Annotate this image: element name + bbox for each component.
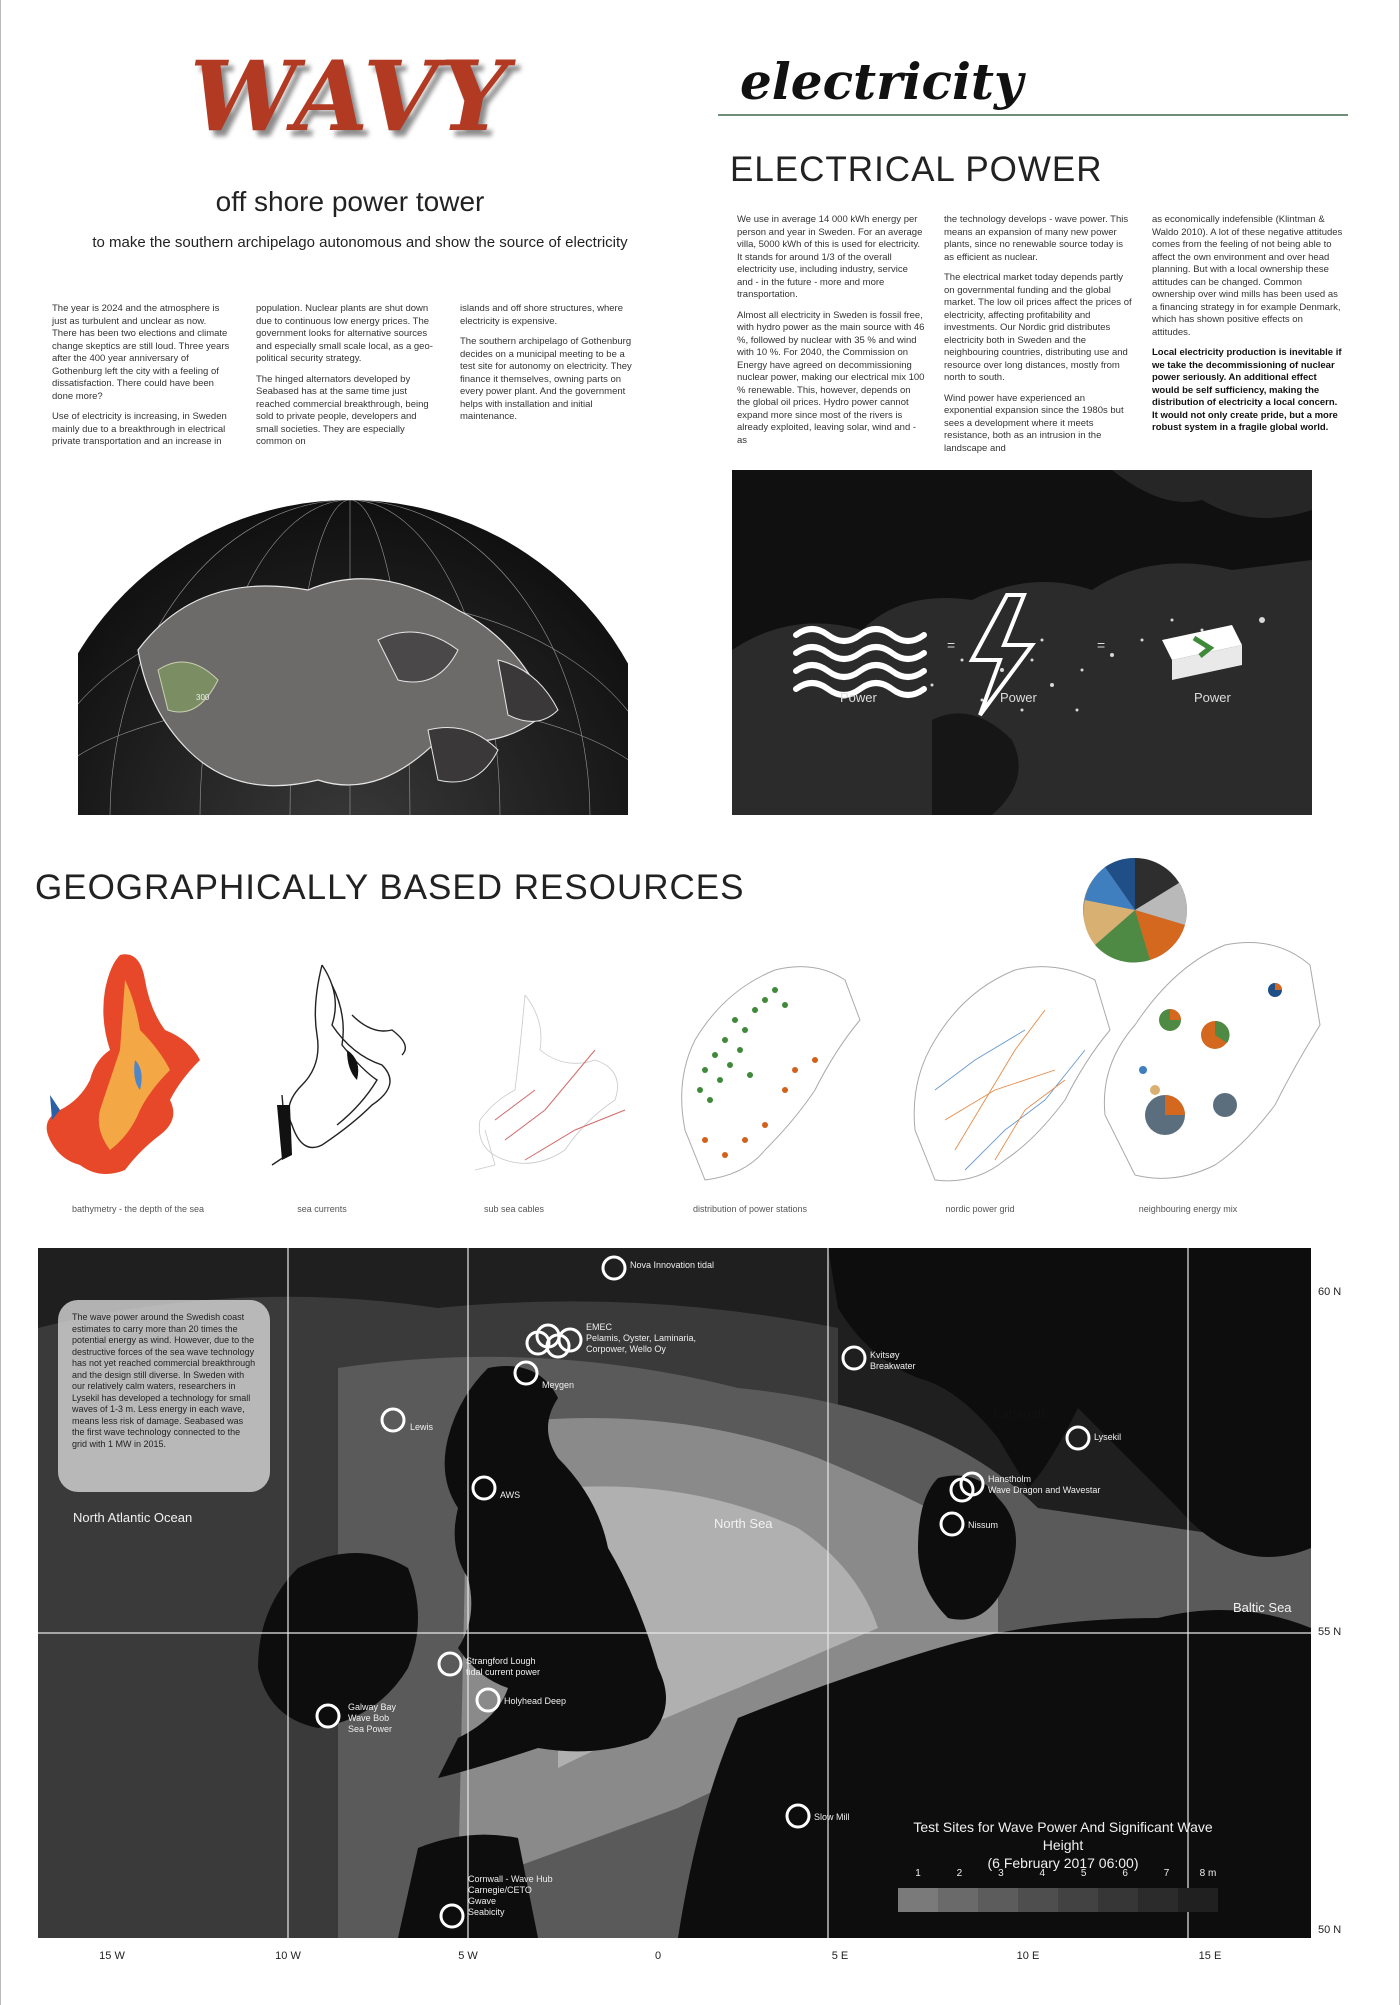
- electricity-paragraph: Wind power have experienced an exponential expansion since the 1980s but sees a development where it meets resistance, both as an intrusion in the landscape and: [944, 392, 1124, 454]
- site-lysekil: Lysekil: [1094, 1432, 1122, 1442]
- globe-label: 300: [196, 693, 210, 702]
- legend-value: 8 m: [1199, 1868, 1217, 1879]
- intro-column-3: [460, 303, 642, 432]
- wave-info-box: The wave power around the Swedish coast estimates to carry more than 20 times the potential energy as wind. However, due to the destructive forces of the sea wave technology has not yet reached commercial breakthrough and the design still diverse. In Sweden with our relatively calm waters, researchers in Lysekil has developed a technology for small waves of 1-3 m. Less energy in each wave, means less risk of damage. Seabased was the first wave technology connected to the grid with 1 MW in 2015.: [58, 1300, 270, 1492]
- legend-value: 4: [1039, 1868, 1046, 1879]
- globe-image: [78, 500, 628, 815]
- label-atlantic: North Atlantic Ocean: [73, 1510, 193, 1525]
- poster-title: WAVY: [189, 40, 511, 153]
- intro-paragraph: The southern archipelago of Gothenburg decides on a municipal meeting to be a test site for autonomy on electricity. They finance it themselves, owning parts on every power plant. And the government helps with installation and initial maintenance.: [460, 336, 632, 422]
- bathymetry-map: [40, 950, 220, 1180]
- electricity-paragraph: as economically indefensible (Klintman & Waldo 2010). A lot of these negative attitudes comes from the feeling of not being able to affect the own environment and over head planning. But with a local ownership these attitudes can be changed. Common ownership over wind mills has been used as a financing strategy in for example Denmark, which has shown positive effects on attitudes.: [1152, 214, 1343, 338]
- legend-value: 6: [1122, 1868, 1128, 1879]
- site-label-line: Corpower, Wello Oy: [586, 1344, 666, 1354]
- europe-night-svg: [732, 470, 1312, 815]
- scandinavia-outline: [682, 967, 860, 1180]
- site-strangford: [466, 1656, 540, 1678]
- power-label-electricity: Power: [1000, 690, 1037, 705]
- lon-label-5w: 5 W: [458, 1950, 478, 1962]
- caption-power-stations: distribution of power stations: [692, 1204, 808, 1214]
- intro-paragraph: The year is 2024 and the atmosphere is just as turbulent and unclear as now. There has been two elections and climate change skeptics are still loud. Three years after the 400 year anniversary of Gothenburg left the city with a feeling of dissatisfaction. There could have been done more?: [52, 303, 230, 402]
- site-cornwall: [468, 1874, 553, 1918]
- caption-bathymetry: bathymetry - the depth of the sea: [71, 1204, 205, 1214]
- sub-sea-cables-map: [465, 990, 635, 1175]
- site-slow-mill: Slow Mill: [814, 1812, 850, 1822]
- section-title-electricity: electricity: [740, 52, 1024, 111]
- site-label-line: Wave Dragon and Wavestar: [988, 1485, 1101, 1495]
- europe-night-image: [732, 470, 1312, 815]
- lon-label-15w: 15 W: [99, 1950, 125, 1962]
- legend-value: 7: [1163, 1868, 1170, 1879]
- site-label-line: Seabicity: [468, 1907, 505, 1917]
- electricity-paragraph: We use in average 14 000 kWh energy per person and year in Sweden. For an average villa, 5000 kWh of this is used for electricity. It stands for around 1/3 of the overall electricity use, including industry, service and - in the future - more and more transportation.: [737, 214, 923, 300]
- caption-sea-currents: sea currents: [297, 1204, 347, 1214]
- site-meygen: Meygen: [542, 1380, 575, 1390]
- grid-lines: [935, 1010, 1085, 1170]
- coastline: [475, 995, 618, 1170]
- electricity-paragraph: the technology develops - wave power. This means an expansion of many new power plants, since no renewable source today is as efficient as nuclear.: [944, 214, 1129, 263]
- electrical-power-heading: ELECTRICAL POWER: [730, 150, 1103, 189]
- site-label-line: Pelamis, Oyster, Laminaria,: [586, 1333, 697, 1343]
- site-label-line: Gwave: [468, 1896, 497, 1906]
- lon-label-10e: 10 E: [1016, 1950, 1040, 1962]
- electricity-paragraph: Almost all electricity in Sweden is fossil free, with hydro power as the main source with 46 %, followed by nuclear with 35 % and wind with 10 %. For 2040, the Commission on Energy have agreed on decommissioning nuclear power, making our electrical mix 100 % renewable. This, however, depends on the global oil prices. Hydro power cannot expand more since most of the rivers is already exploited, leaving solar, wind and - as: [737, 309, 925, 446]
- site-label-line: Galway Bay: [348, 1702, 397, 1712]
- site-kvitsoy: [870, 1350, 916, 1372]
- intro-column-2: [256, 303, 440, 457]
- other-stations: [702, 1057, 818, 1158]
- site-galway: [348, 1702, 396, 1735]
- site-label-line: EMEC: [586, 1322, 613, 1332]
- map-legend-title: [898, 1818, 1228, 1872]
- intro-paragraph: Use of electricity is increasing, in Sweden mainly due to a breakthrough in electrical private transportation and an increase in: [52, 411, 227, 447]
- site-label-line: Sea Power: [348, 1724, 393, 1734]
- caption-sub-sea-cables: sub sea cables: [483, 1204, 545, 1214]
- lat-label-60: 60 N: [1318, 1286, 1342, 1298]
- legend-scale-labels: [898, 1868, 1228, 1879]
- poster-subtitle: off shore power tower: [215, 186, 485, 217]
- lat-label-50: 50 N: [1318, 1924, 1342, 1936]
- sea-currents-map: [262, 955, 422, 1170]
- neighbour-outline: [1104, 943, 1320, 1179]
- map-title: Test Sites for Wave Power And Significant Wave Height: [913, 1819, 1213, 1853]
- energy-mix-pie-small: [1139, 983, 1282, 1135]
- site-lewis: Lewis: [410, 1422, 434, 1432]
- site-label-line: Wave Bob: [348, 1713, 390, 1723]
- caption-nordic-grid: nordic power grid: [945, 1204, 1015, 1214]
- site-label-line: Breakwater: [870, 1361, 916, 1371]
- hydro-stations: [697, 987, 788, 1103]
- site-label-line: Carnegie/CETO: [468, 1885, 532, 1895]
- cable-lines: [495, 1050, 625, 1160]
- caption-energy-mix: neighbouring energy mix: [1138, 1204, 1238, 1214]
- intro-paragraph: The hinged alternators developed by Seabased has at the same time just reached commercial breakthrough, being sold to private people, developers and small societies. They are especially common on: [256, 373, 429, 447]
- current-lines: [272, 965, 405, 1165]
- electricity-column-2: [944, 214, 1134, 463]
- intro-paragraph: population. Nuclear plants are shut down due to continuous low energy prices. The government looks for alternative sources and especially small scale local, as a geo-political security strategy.: [256, 303, 433, 364]
- site-holyhead: Holyhead Deep: [504, 1696, 567, 1706]
- equals-sign: =: [947, 637, 956, 653]
- label-baltic-sea: Baltic Sea: [1233, 1600, 1292, 1615]
- label-kattegatt: Kattegatt: [993, 1406, 1046, 1421]
- wave-height-legend-bar: [898, 1888, 1218, 1912]
- site-label-line: Hanstholm: [988, 1474, 1032, 1484]
- site-label-line: tidal current power: [466, 1667, 541, 1677]
- power-label-tower: Power: [1194, 690, 1231, 705]
- lat-label-55: 55 N: [1318, 1626, 1342, 1638]
- intro-column-1: [52, 303, 230, 457]
- globe-svg: [78, 500, 628, 815]
- power-label-wave: Power: [840, 690, 877, 705]
- equals-sign: =: [1097, 637, 1106, 653]
- label-north-sea: North Sea: [714, 1516, 773, 1531]
- site-hanstholm: [988, 1474, 1100, 1496]
- lon-label-0: 0: [654, 1950, 662, 1962]
- map-date: (6 February 2017 06:00): [987, 1855, 1139, 1871]
- lon-label-15e: 15 E: [1198, 1950, 1222, 1962]
- site-label-line: Kvitsøy: [870, 1350, 900, 1360]
- site-label-line: Strangford Lough: [466, 1656, 536, 1666]
- site-nissum: Nissum: [968, 1520, 999, 1530]
- legend-value: 5: [1080, 1868, 1087, 1879]
- lon-label-10w: 10 W: [275, 1950, 301, 1962]
- poster-tagline: to make the southern archipelago autonomous and show the source of electricity: [92, 234, 628, 251]
- legend-value: 1: [915, 1868, 921, 1879]
- geo-resources-heading: GEOGRAPHICALLY BASED RESOURCES: [35, 868, 745, 907]
- section-divider: [718, 114, 1348, 116]
- intro-paragraph: islands and off shore structures, where electricity is expensive.: [460, 303, 623, 327]
- energy-mix-map: [1075, 855, 1325, 1190]
- lon-label-5e: 5 E: [831, 1950, 849, 1962]
- legend-value: 3: [998, 1868, 1004, 1879]
- electricity-column-1: [737, 214, 925, 455]
- site-aws: AWS: [500, 1490, 521, 1500]
- site-nova-innovation: Nova Innovation tidal: [630, 1260, 715, 1270]
- wave-power-map: [38, 1248, 1311, 1938]
- site-label-line: Cornwall - Wave Hub: [468, 1874, 553, 1884]
- electricity-column-3: [1152, 214, 1344, 443]
- power-stations-map: [645, 960, 865, 1190]
- electricity-paragraph: The electrical market today depends partly on governmental funding and the global market. The low oil prices affect the prices of electricity, affecting profitability and investments. Our Nordic grid distributes electricity both in Sweden and the neighbouring countries, distributing use and resource over long distances, mostly from north to south.: [944, 272, 1132, 383]
- current-dense: [277, 1050, 358, 1160]
- site-emec: [586, 1322, 696, 1355]
- legend-value: 2: [956, 1868, 963, 1879]
- energy-mix-pie-main: [1083, 858, 1187, 963]
- electricity-conclusion: Local electricity production is inevitable if we take the decommissioning of nuclear power seriously. An additional effect would be self sufficiency, making the distribution of electricity a local concern. It would not only create pride, but a more robust system in a fragile global world.: [1152, 347, 1342, 433]
